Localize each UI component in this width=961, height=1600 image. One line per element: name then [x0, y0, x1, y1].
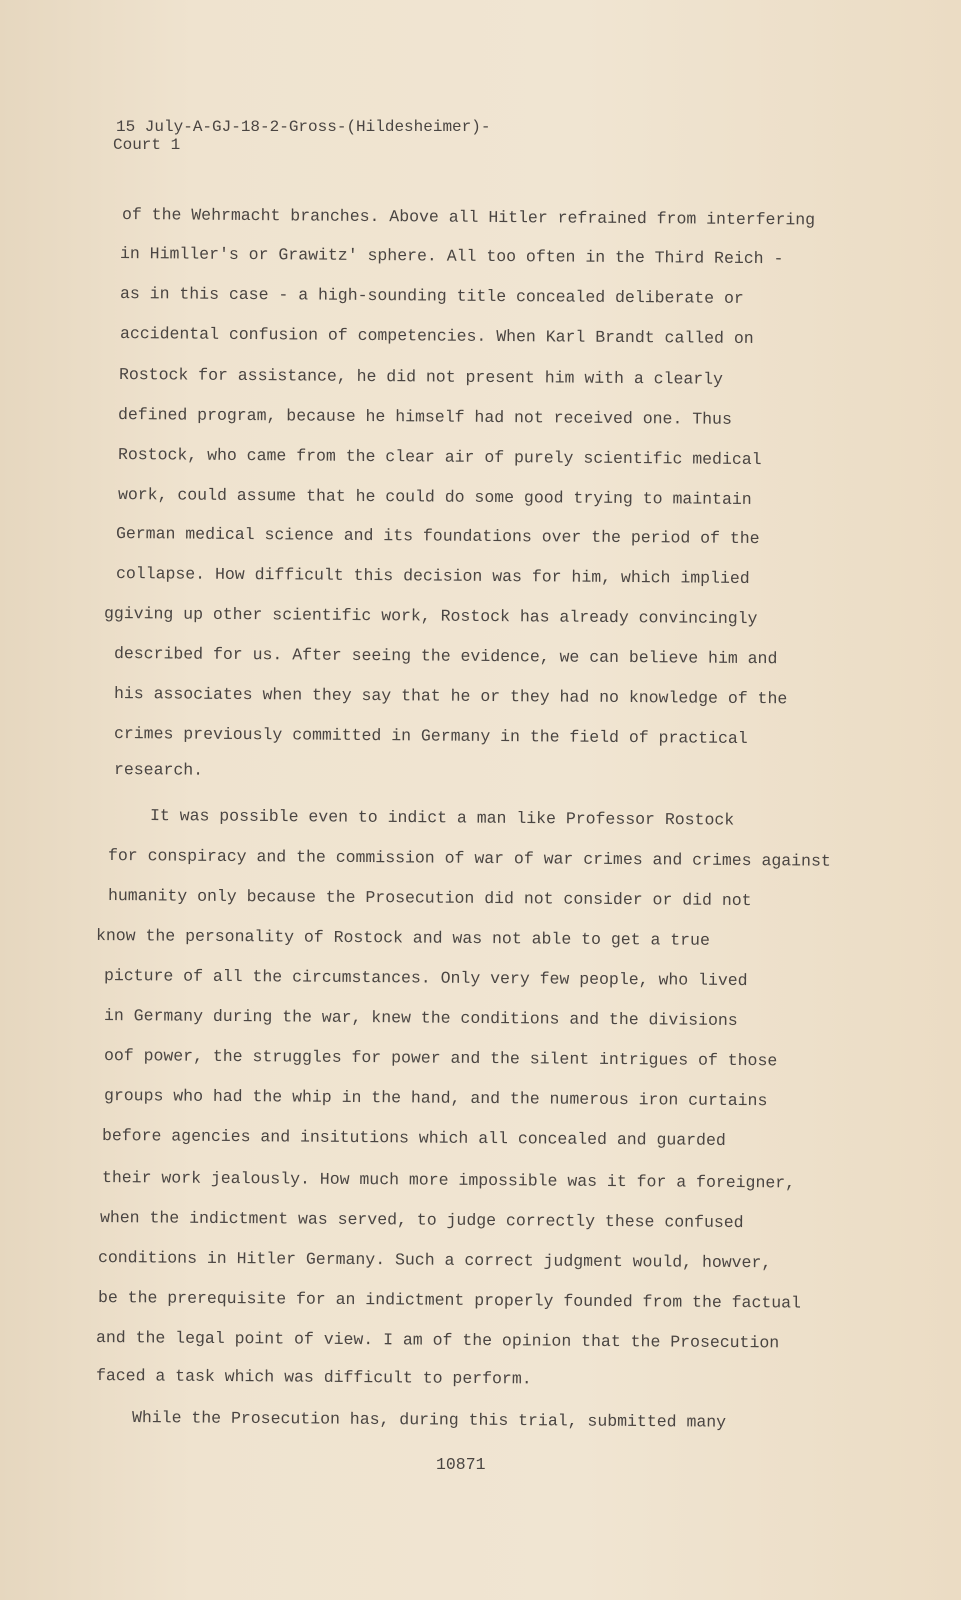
body-text-line: in Germany during the war, knew the conditions and the divisions	[103, 1006, 738, 1030]
header-line-2: Court 1	[113, 136, 181, 154]
body-text-line: work, could assume that he could do some good trying to maintain	[117, 485, 752, 509]
body-text-line: crimes previously committed in Germany in the field of practical	[113, 724, 748, 748]
body-text-line: described for us. After seeing the evidence, we can believe him and	[113, 644, 778, 669]
body-text-line: research.	[113, 760, 204, 780]
body-text-line: While the Prosecution has, during this trial, submitted many	[131, 1408, 727, 1432]
body-text-line: his associates when they say that he or they had no knowledge of the	[113, 684, 788, 709]
body-text-line: Rostock for assistance, he did not present him with a clearly	[118, 365, 724, 389]
body-text-line: collapse. How difficult this decision was for him, which implied	[115, 564, 750, 588]
body-text-line: ggiving up other scientific work, Rostock has already convincingly	[103, 604, 758, 629]
body-text-line: groups who had the whip in the hand, and the numerous iron curtains	[103, 1086, 768, 1111]
body-text-line: before agencies and insitutions which all concealed and guarded	[101, 1126, 726, 1150]
body-text-line: know the personality of Rostock and was not able to get a true	[95, 926, 710, 950]
page-number: 10871	[436, 1455, 486, 1474]
body-text-line: of the Wehrmacht branches. Above all Hitler refrained from interfering	[121, 205, 816, 230]
body-text-line: Rostock, who came from the clear air of purely scientific medical	[117, 445, 762, 470]
body-text-line: picture of all the circumstances. Only very few people, who lived	[103, 966, 748, 991]
body-text-line: as in this case - a high-sounding title concealed deliberate or	[119, 284, 744, 308]
body-text-line: be the prerequisite for an indictment properly founded from the factual	[97, 1288, 802, 1313]
body-text-line: It was possible even to indict a man like Professor Rostock	[149, 806, 735, 830]
body-text-line: humanity only because the Prosecution did not consider or did not	[107, 886, 752, 911]
body-text-line: conditions in Hitler Germany. Such a correct judgment would, howver,	[97, 1248, 772, 1273]
body-text-line: and the legal point of view. I am of the opinion that the Prosecution	[95, 1328, 780, 1353]
body-text-line: German medical science and its foundations over the period of the	[115, 524, 760, 549]
body-text-line: faced a task which was difficult to perform.	[95, 1366, 532, 1389]
body-text-line: when the indictment was served, to judge correctly these confused	[99, 1208, 744, 1233]
body-text-line: accidental confusion of competencies. When Karl Brandt called on	[119, 324, 754, 348]
body-text-line: defined program, because he himself had not received one. Thus	[117, 405, 732, 429]
header-line-1: 15 July-A-GJ-18-2-Gross-(Hildesheimer)-	[116, 118, 491, 136]
body-text-line: for conspiracy and the commission of war of war crimes and crimes against	[107, 846, 831, 871]
body-text-line: in Himller's or Grawitz' sphere. All too often in the Third Reich -	[119, 244, 784, 269]
body-text-line: their work jealously. How much more impossible was it for a foreigner,	[101, 1168, 796, 1193]
body-text-line: oof power, the struggles for power and the silent intrigues of those	[103, 1046, 778, 1071]
